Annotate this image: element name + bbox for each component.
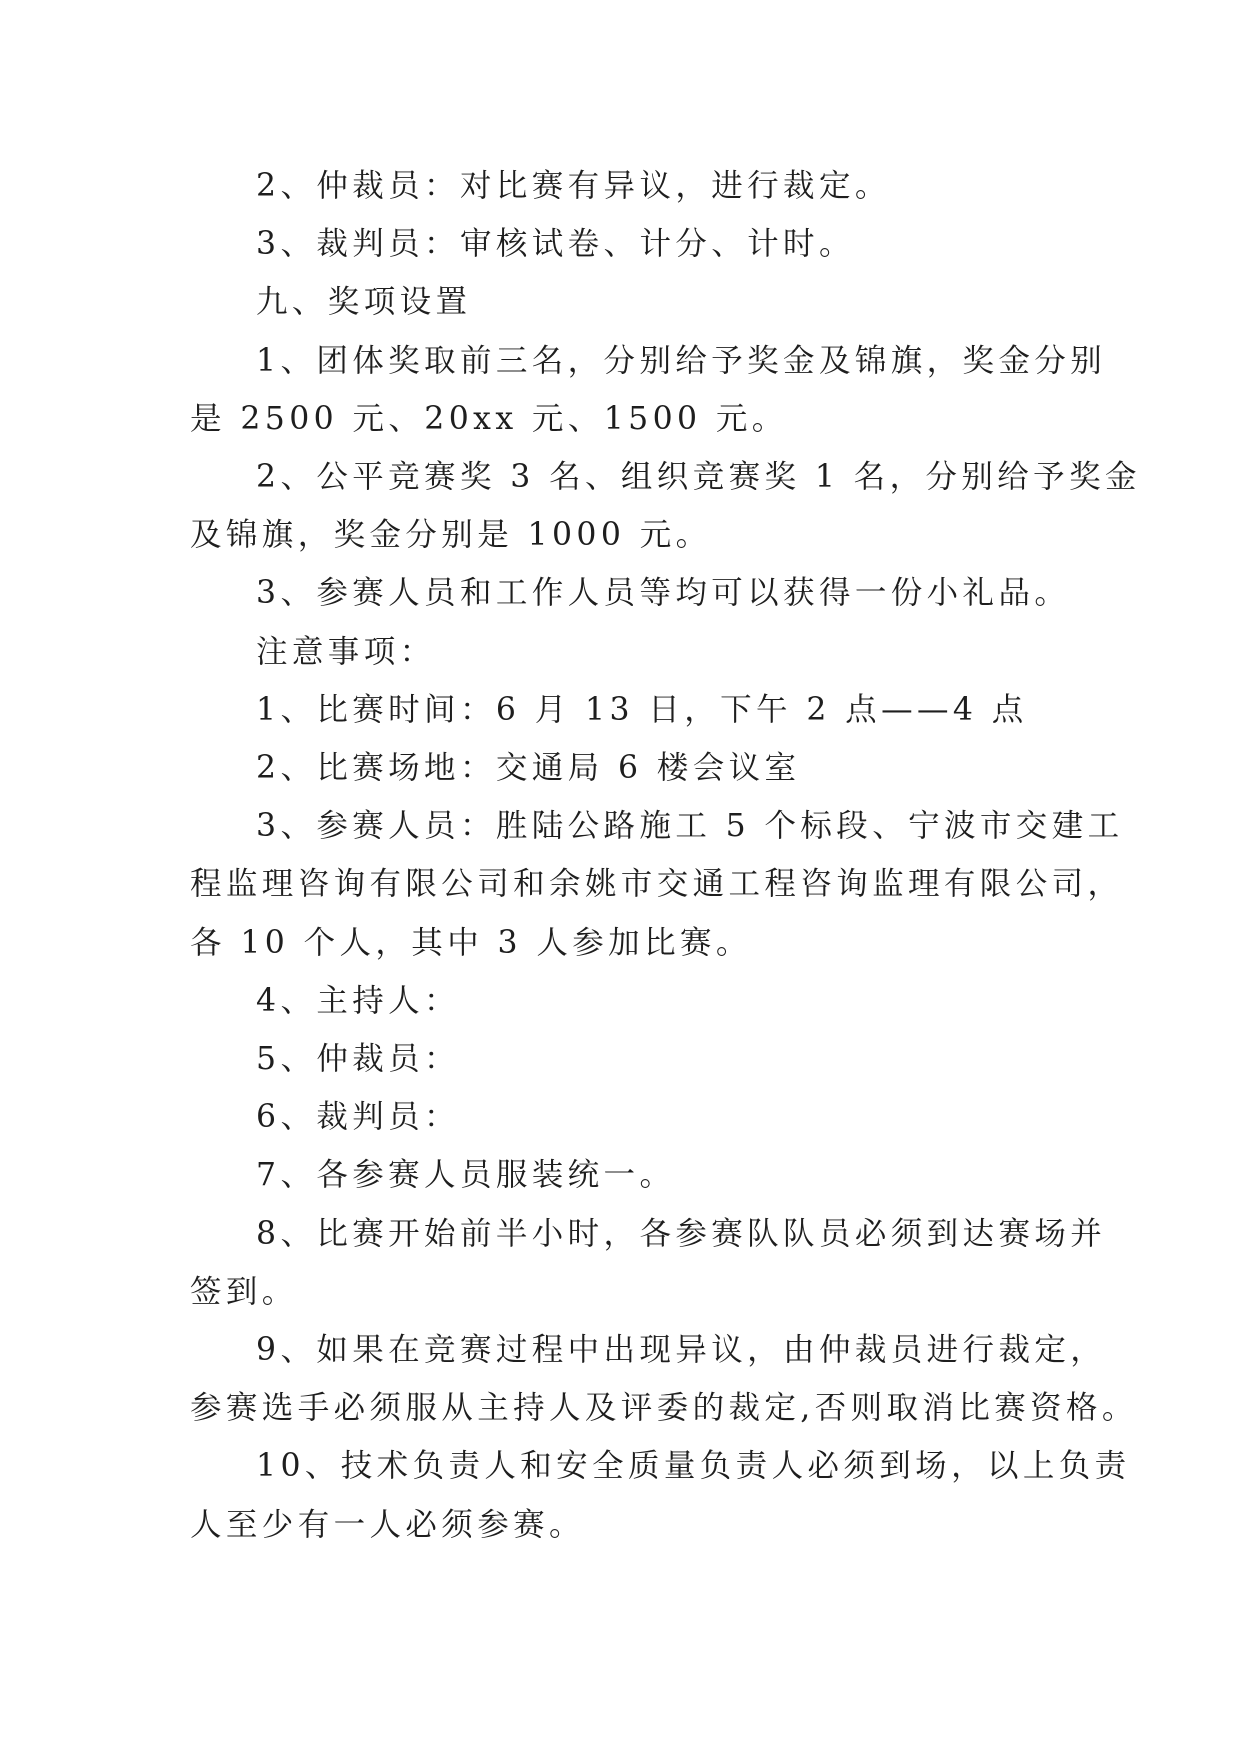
text-line: 2、仲裁员：对比赛有异议，进行裁定。 <box>256 168 891 204</box>
text-line: 及锦旗，奖金分别是 1000 元。 <box>190 517 712 554</box>
text-line: 签到。 <box>190 1273 298 1310</box>
text-line: 是 2500 元、20xx 元、1500 元。 <box>190 400 788 437</box>
text-line: 3、参赛人员：胜陆公路施工 5 个标段、宁波市交建工 <box>256 808 1124 845</box>
paragraph-referee <box>190 1088 1070 1146</box>
text-line: 参赛选手必须服从主持人及评委的裁定,否则取消比赛资格。 <box>190 1390 1138 1427</box>
section-heading-notes <box>190 623 1070 681</box>
text-line: 6、裁判员： <box>256 1099 460 1136</box>
text-line: 9、如果在竞赛过程中出现异议，由仲裁员进行裁定， <box>256 1332 1107 1369</box>
paragraph-gift <box>190 564 1070 622</box>
text-line: 3、参赛人员和工作人员等均可以获得一份小礼品。 <box>256 575 1071 612</box>
section-heading-awards <box>190 273 1070 331</box>
document-body <box>190 157 1141 1554</box>
text-line: 人至少有一人必须参赛。 <box>190 1506 585 1543</box>
paragraph-check-in <box>190 1205 1107 1321</box>
paragraph-disputes <box>190 1321 1138 1437</box>
text-line: 九、奖项设置 <box>256 284 472 321</box>
paragraph-responsible-persons <box>190 1437 1131 1553</box>
text-line: 3、裁判员：审核试卷、计分、计时。 <box>256 226 855 263</box>
text-line: 程监理咨询有限公司和余姚市交通工程咨询监理有限公司， <box>190 866 1124 903</box>
paragraph-team-award <box>190 332 1107 448</box>
text-line: 1、比赛时间：6 月 13 日，下午 2 点——4 点 <box>256 691 1028 728</box>
paragraph-host <box>190 972 1070 1030</box>
paragraph-fair-play-award <box>190 448 1141 564</box>
text-line: 1、团体奖取前三名，分别给予奖金及锦旗，奖金分别 <box>256 342 1107 379</box>
text-line: 2、公平竞赛奖 3 名、组织竞赛奖 1 名，分别给予奖金 <box>256 459 1141 496</box>
text-line: 2、比赛场地：交通局 6 楼会议室 <box>256 750 801 787</box>
paragraph-participants <box>190 797 1124 972</box>
paragraph-match-venue <box>190 739 1070 797</box>
paragraph-referee-duty <box>190 215 1070 273</box>
paragraph-dress-code <box>190 1146 1070 1204</box>
text-line: 各 10 个人，其中 3 人参加比赛。 <box>190 924 752 961</box>
text-line: 4、主持人： <box>256 982 460 1019</box>
paragraph-arbitrator <box>190 1030 1070 1088</box>
text-line: 5、仲裁员： <box>256 1041 460 1078</box>
text-line: 7、各参赛人员服装统一。 <box>256 1157 676 1194</box>
paragraph-match-time <box>190 681 1070 739</box>
paragraph-arbitrator-duty <box>190 157 1070 215</box>
text-line: 注意事项： <box>256 633 436 670</box>
text-line: 10、技术负责人和安全质量负责人必须到场，以上负责 <box>256 1448 1131 1485</box>
text-line: 8、比赛开始前半小时，各参赛队队员必须到达赛场并 <box>256 1215 1107 1252</box>
